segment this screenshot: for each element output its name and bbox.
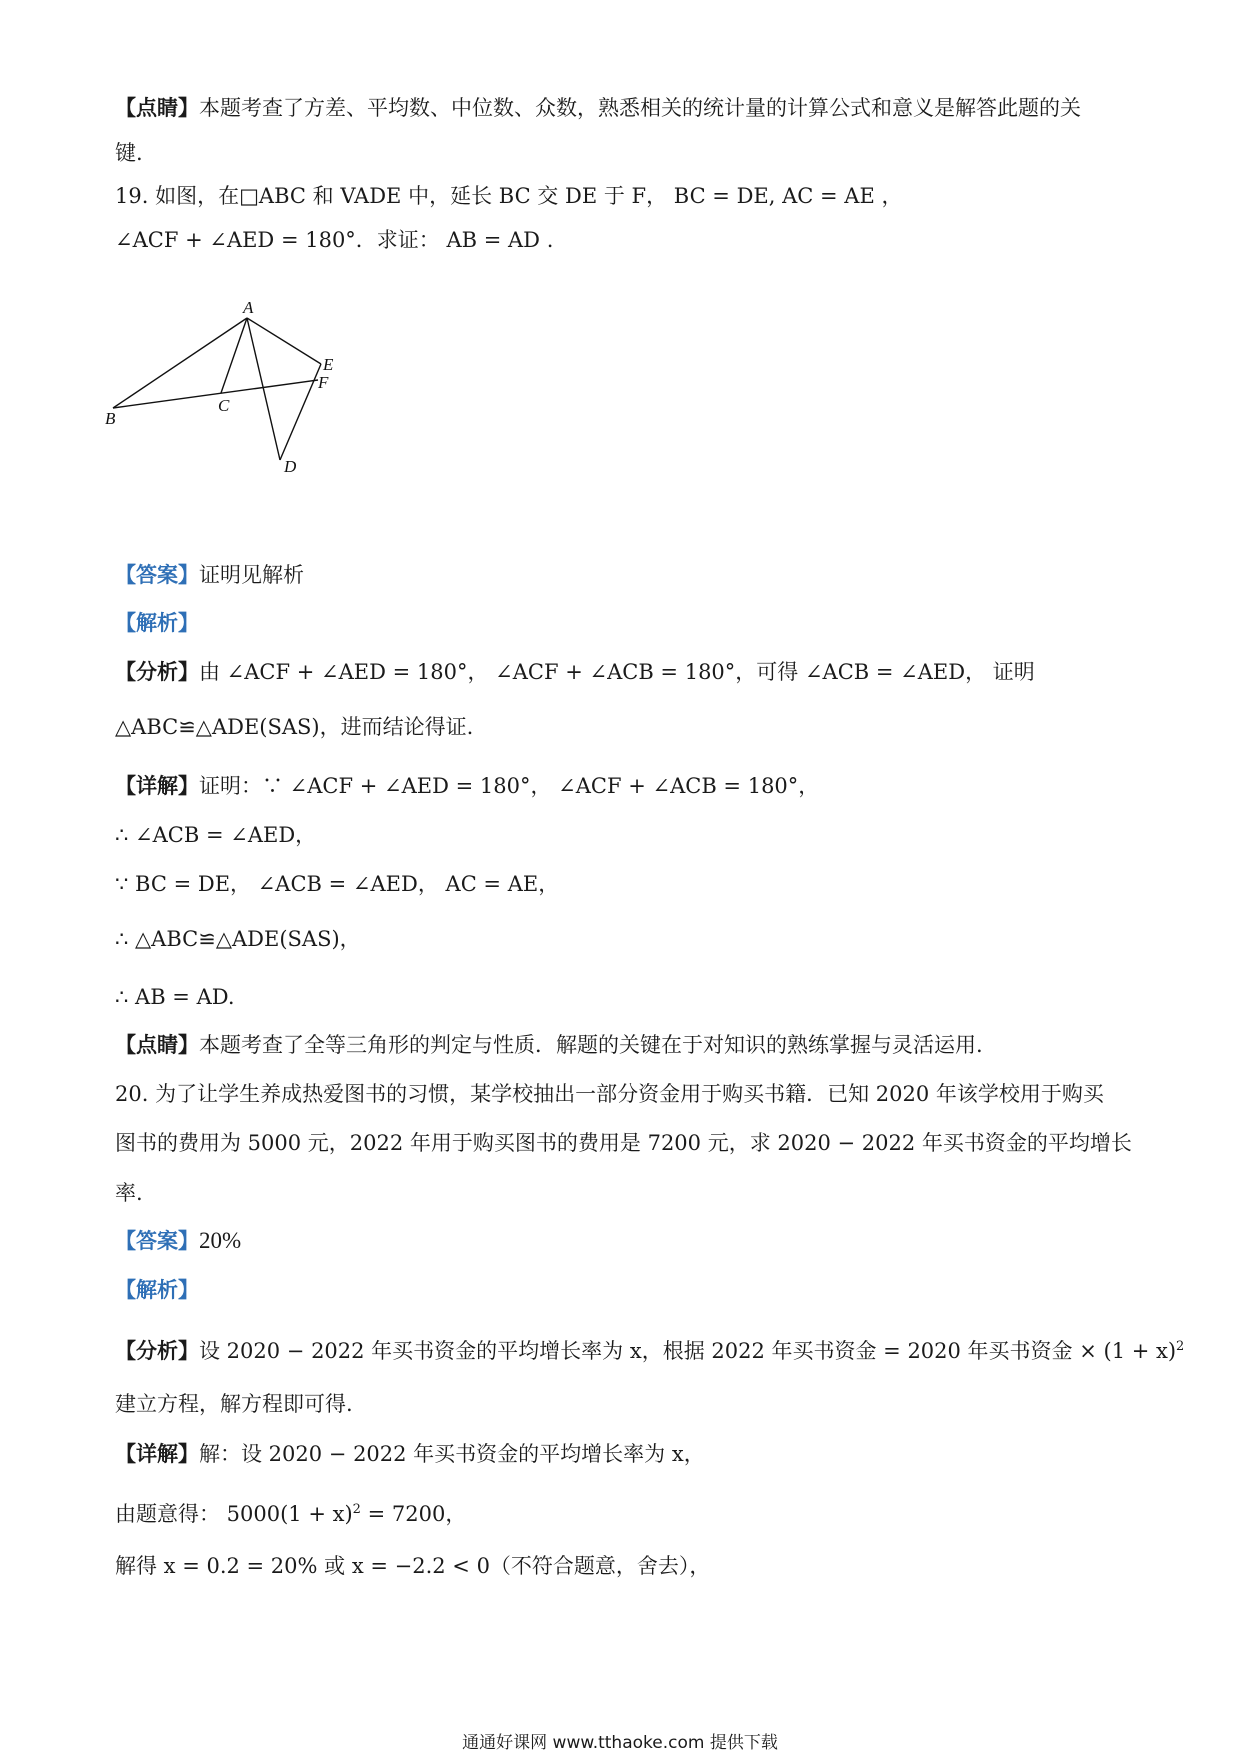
q20-fenxi-text: 设 2020 − 2022 年买书资金的平均增长率为 x，根据 2022 年买书资金 = 2020 年买书资金 × (1 + x) — [199, 1339, 1177, 1363]
label-A: A — [243, 300, 254, 317]
page-footer: 通通好课网 www.tthaoke.com 提供下载 — [462, 1733, 778, 1753]
segment-AB — [113, 318, 247, 408]
q19-xiangjie-line1 — [115, 771, 819, 801]
q20-stem-line1: 20. 为了让学生养成热爱图书的习惯，某学校抽出一部分资金用于购买书籍．已知 2020 年该学校用于购买 — [115, 1082, 1104, 1106]
q19-stem-line1: 19. 如图，在□ABC 和 VADE 中，延长 BC 交 DE 于 F， BC = DE, AC = AE ， — [115, 184, 903, 208]
segment-AE — [247, 318, 321, 364]
q20-xiangjie-tag: 【详解】 — [115, 1441, 199, 1466]
q18-note-text: 本题考查了方差、平均数、中位数、众数，熟悉相关的统计量的计算公式和意义是解答此题的关 — [199, 96, 1081, 120]
segment-ED — [280, 364, 321, 460]
q19-xiangjie-text: 证明：∵ ∠ACF + ∠AED = 180°， ∠ACF + ∠ACB = 180°， — [199, 774, 820, 798]
label-D: D — [284, 457, 297, 476]
q20-equation-left: 由题意得： 5000(1 + x) — [115, 1502, 353, 1526]
q20-equation-exponent: 2 — [352, 1502, 361, 1517]
q19-step2: ∴ ∠ACB = ∠AED， — [115, 823, 317, 847]
q18-note-line2: 键. — [115, 141, 143, 165]
q19-fenxi-tag: 【分析】 — [115, 659, 199, 684]
q20-xiangjie-text: 解：设 2020 − 2022 年买书资金的平均增长率为 x， — [199, 1442, 705, 1466]
q19-answer-tag: 【答案】 — [115, 562, 199, 587]
q19-analysis-tag: 【解析】 — [115, 610, 199, 635]
q19-step3: ∵ BC = DE， ∠ACB = ∠AED， AC = AE， — [115, 872, 560, 896]
q20-answer-line — [115, 1226, 241, 1256]
q20-solve-line: 解得 x = 0.2 = 20% 或 x = −2.2 < 0（不符合题意，舍去）， — [115, 1554, 711, 1578]
q20-fenxi-line1 — [115, 1332, 1184, 1366]
segment-BF — [113, 380, 318, 408]
q20-stem-line3: 率. — [115, 1181, 143, 1205]
q19-step5: ∴ AB = AD. — [115, 985, 235, 1009]
q20-equation-right: = 7200， — [360, 1502, 467, 1526]
q19-answer: 证明见解析 — [199, 563, 304, 587]
q20-answer: 20% — [199, 1228, 242, 1253]
segment-AC — [221, 318, 247, 393]
q19-xiangjie-tag: 【详解】 — [115, 773, 199, 798]
q19-step4: ∴ △ABC≌△ADE(SAS)， — [115, 927, 361, 951]
q20-equation-line — [115, 1495, 466, 1529]
q18-note-tag: 【点睛】 — [115, 95, 199, 120]
q20-fenxi-tag: 【分析】 — [115, 1338, 199, 1363]
q19-fenxi-text: 由 ∠ACF + ∠AED = 180°， ∠ACF + ∠ACB = 180°，可得 ∠ACB = ∠AED， 证明 — [199, 660, 1035, 684]
q20-fenxi-line2: 建立方程，解方程即可得. — [115, 1392, 353, 1416]
q20-analysis-tag: 【解析】 — [115, 1277, 199, 1302]
q20-xiangjie-line1 — [115, 1439, 705, 1469]
label-F: F — [318, 373, 329, 392]
label-C: C — [218, 396, 230, 415]
q20-answer-tag: 【答案】 — [115, 1228, 199, 1253]
q19-dianjing-line — [115, 1030, 983, 1060]
q20-stem-line2: 图书的费用为 5000 元，2022 年用于购买图书的费用是 7200 元，求 2020 − 2022 年买书资金的平均增长 — [115, 1131, 1132, 1155]
q19-fenxi-line2: △ABC≌△ADE(SAS)，进而结论得证. — [115, 715, 474, 739]
label-E: E — [323, 355, 334, 374]
q19-dianjing-text: 本题考查了全等三角形的判定与性质．解题的关键在于对知识的熟练掌握与灵活运用. — [199, 1033, 983, 1057]
q19-stem-line2: ∠ACF + ∠AED = 180°．求证： AB = AD . — [115, 228, 554, 252]
q19-geometry-figure — [105, 300, 395, 530]
q18-note-line1 — [115, 93, 1081, 123]
label-B: B — [105, 409, 116, 428]
q19-fenxi-line1 — [115, 657, 1035, 687]
q20-fenxi-exponent: 2 — [1176, 1339, 1185, 1354]
q19-answer-line — [115, 560, 304, 590]
q19-dianjing-tag: 【点睛】 — [115, 1032, 199, 1057]
